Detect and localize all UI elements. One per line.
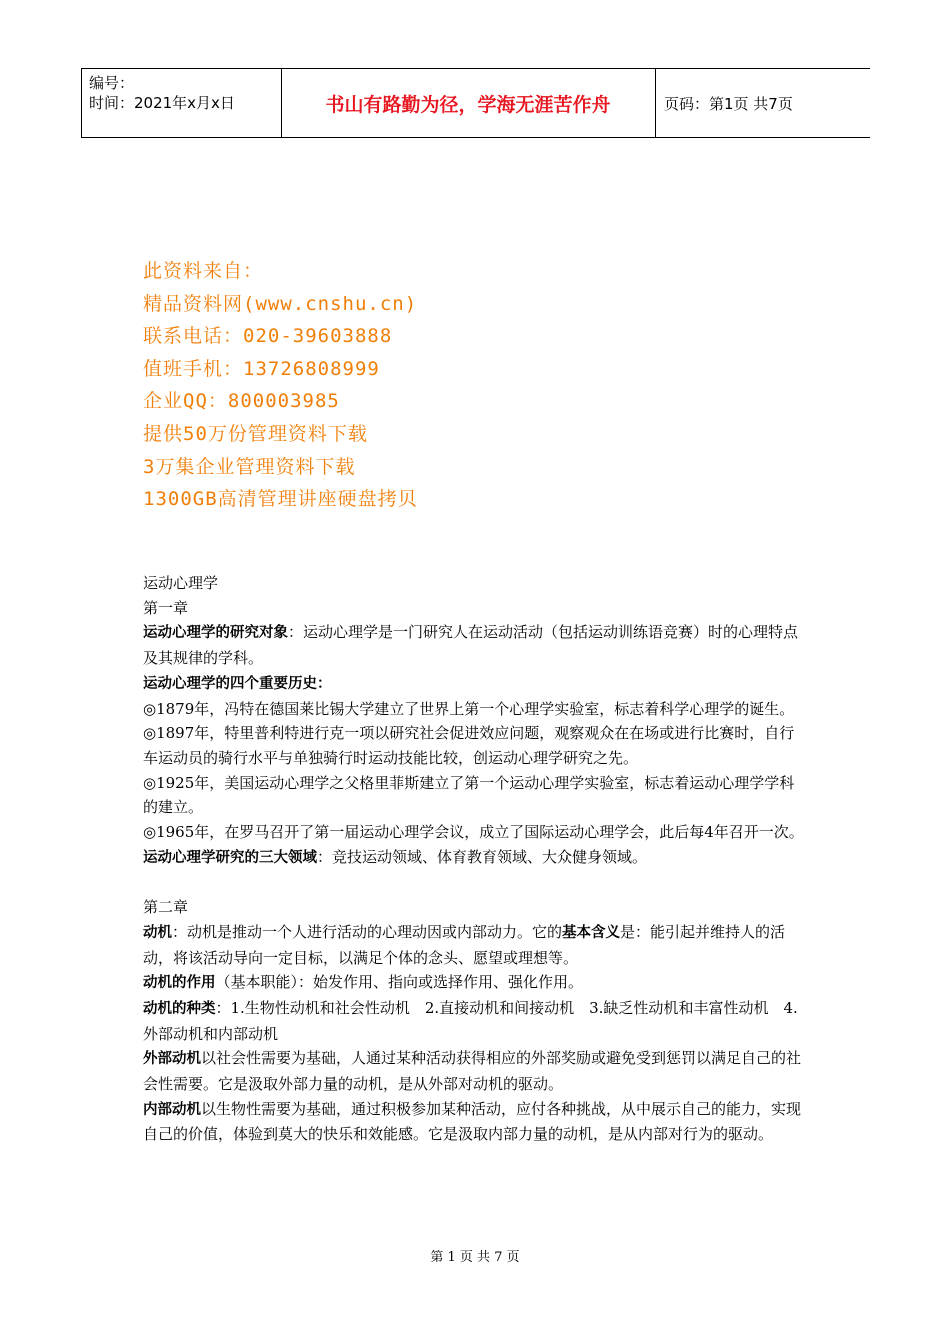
ad-line: 3万集企业管理资料下载 bbox=[143, 455, 356, 478]
page-footer: 第 1 页 共 7 页 bbox=[430, 1250, 520, 1265]
ad-line: 值班手机：13726808999 bbox=[143, 357, 380, 380]
term: 运动心理学的四个重要历史： bbox=[143, 675, 332, 692]
history-item: ◎1925年，美国运动心理学之父格里菲斯建立了第一个运动心理学实验室，标志着运动心理学学科的建立。 bbox=[143, 773, 795, 817]
term: 动机的种类 bbox=[143, 1000, 216, 1017]
header-table bbox=[81, 68, 870, 138]
header-page-number: 页码：第1页 共7页 bbox=[664, 94, 793, 113]
paragraph bbox=[143, 845, 808, 871]
text: ：1.生物性动机和社会性动机 2.直接动机和间接动机 3.缺乏性动机和丰富性动机 4.外部动机和内部动机 bbox=[143, 998, 798, 1043]
term: 运动心理学研究的三大领域 bbox=[143, 849, 317, 866]
history-item: ◎1897年，特里普利特进行克一项以研究社会促进效应问题，观察观众在在场或进行比赛时，自行车运动员的骑行水平与单独骑行时运动技能比较，创运动心理学研究之先。 bbox=[143, 724, 795, 767]
history-item: ◎1879年，冯特在德国莱比锡大学建立了世界上第一个心理学实验室，标志着科学心理学的诞生。 bbox=[143, 699, 795, 718]
header-divider bbox=[655, 69, 656, 137]
ad-line: 此资料来自： bbox=[143, 260, 264, 282]
paragraph bbox=[143, 920, 808, 970]
spacer bbox=[143, 870, 808, 895]
ad-line: 联系电话：020-39603888 bbox=[143, 325, 393, 348]
chapter-heading: 第一章 bbox=[143, 598, 189, 617]
chapter-heading: 第二章 bbox=[143, 898, 189, 917]
number-label: 编号： bbox=[89, 74, 135, 92]
text: 以生物性需要为基础，通过积极参加某种活动，应付各种挑战，从中展示自己的能力，实现自己的价值，体验到莫大的快乐和效能感。它是汲取内部力量的动机，是从内部对行为的驱动。 bbox=[143, 1099, 802, 1144]
text: 以社会性需要为基础，人通过某种活动获得相应的外部奖励或避免受到惩罚以满足自己的社会性需要。它是汲取外部力量的动机，是从外部对动机的驱动。 bbox=[143, 1049, 802, 1094]
paragraph bbox=[143, 671, 808, 697]
term: 内部动机 bbox=[143, 1101, 201, 1118]
ad-line: 企业QQ：800003985 bbox=[143, 390, 340, 413]
term: 动机的作用 bbox=[143, 975, 216, 992]
history-item: ◎1965年，在罗马召开了第一届运动心理学会议，成立了国际运动心理学会，此后每4年召开一次。 bbox=[143, 823, 804, 842]
header-motto: 书山有路勤为径，学海无涯苦作舟 bbox=[325, 93, 611, 116]
header-divider bbox=[81, 69, 82, 137]
paragraph bbox=[143, 620, 808, 670]
paragraph bbox=[143, 996, 808, 1046]
ad-line: 精品资料网(www.cnshu.cn) bbox=[143, 292, 418, 315]
term: 动机 bbox=[143, 924, 172, 941]
text: ：运动心理学是一门研究人在运动活动（包括运动训练语竞赛）时的心理特点及其规律的学科。 bbox=[143, 623, 799, 668]
text: 是：能引起并维持人的活动，将该活动导向一定目标，以满足个体的念头、愿望或理想等。 bbox=[143, 922, 786, 967]
text: ：竞技运动领域、体育教育领域、大众健身领域。 bbox=[317, 847, 648, 866]
term: 基本含义 bbox=[562, 924, 621, 941]
doc-title: 运动心理学 bbox=[143, 574, 219, 592]
term: 运动心理学的研究对象 bbox=[143, 625, 288, 642]
paragraph bbox=[143, 1046, 808, 1096]
document-body bbox=[143, 571, 808, 1147]
paragraph bbox=[143, 1097, 808, 1147]
ad-block bbox=[143, 255, 843, 516]
ad-line: 提供50万份管理资料下载 bbox=[143, 422, 368, 445]
term: 外部动机 bbox=[143, 1051, 201, 1068]
text: （基本职能）：始发作用、指向或选择作用、强化作用。 bbox=[215, 973, 584, 992]
ad-line: 1300GB高清管理讲座硬盘拷贝 bbox=[143, 488, 418, 511]
date-label: 时间：2021年x月x日 bbox=[89, 94, 235, 112]
text: ：动机是推动一个人进行活动的心理动因或内部动力。它的 bbox=[172, 922, 563, 941]
paragraph bbox=[143, 970, 808, 996]
header-meta bbox=[89, 73, 279, 113]
